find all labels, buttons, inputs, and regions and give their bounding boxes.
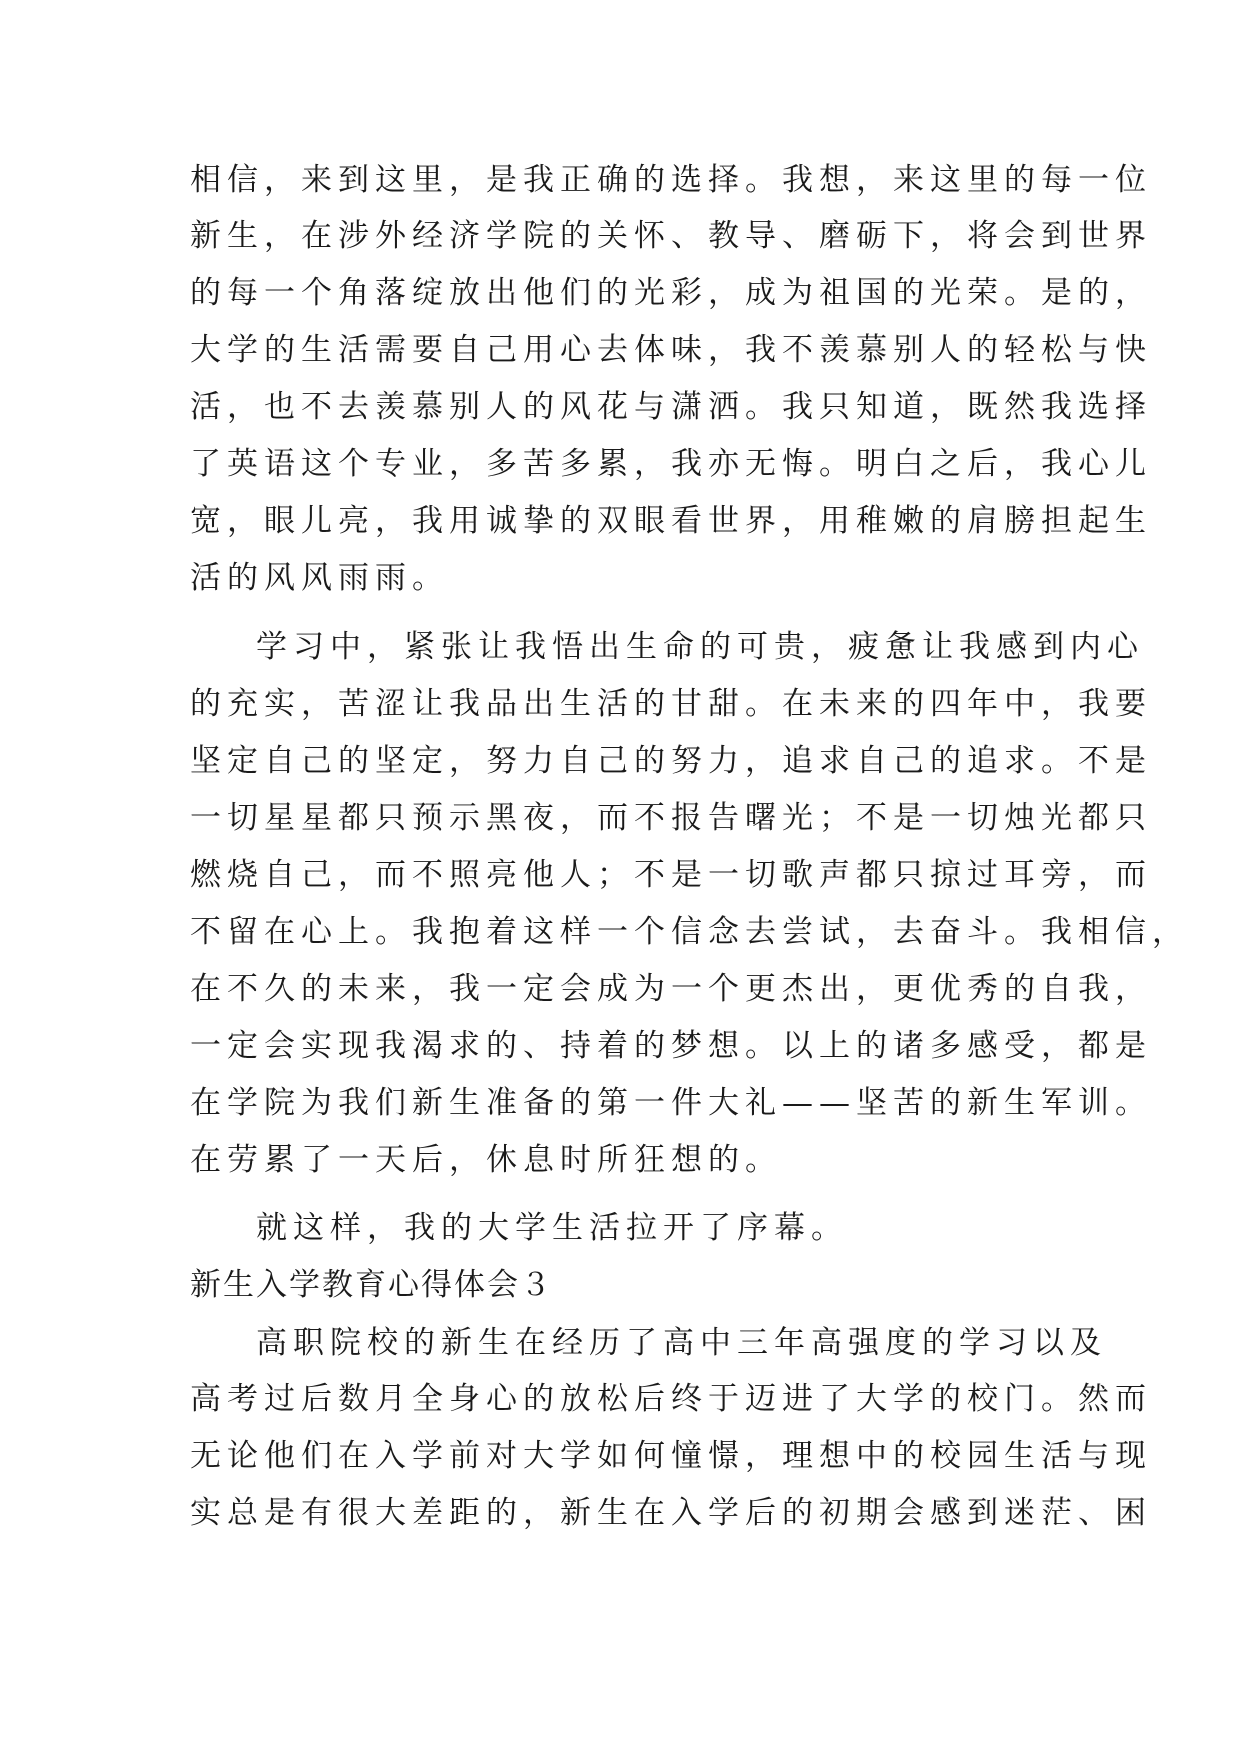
text-line: 在学院为我们新生准备的第一件大礼——坚苦的新生军训。 xyxy=(190,1085,1152,1121)
text-line: 无论他们在入学前对大学如何憧憬，理想中的校园生活与现 xyxy=(190,1438,1152,1474)
text-line: 高考过后数月全身心的放松后终于迈进了大学的校门。然而 xyxy=(190,1381,1152,1417)
text-line: 的充实，苦涩让我品出生活的甘甜。在未来的四年中，我要 xyxy=(190,686,1152,722)
text-line: 一定会实现我渴求的、持着的梦想。以上的诸多感受，都是 xyxy=(190,1028,1152,1064)
text-line: 的每一个角落绽放出他们的光彩，成为祖国的光荣。是的， xyxy=(190,275,1152,311)
text-line: 一切星星都只预示黑夜，而不报告曙光；不是一切烛光都只 xyxy=(190,800,1152,836)
text-line: 活，也不去羡慕别人的风花与潇洒。我只知道，既然我选择 xyxy=(190,389,1152,425)
text-line: 不留在心上。我抱着这样一个信念去尝试，去奋斗。我相信， xyxy=(190,914,1189,950)
text-line: 坚定自己的坚定，努力自己的努力，追求自己的追求。不是 xyxy=(190,743,1152,779)
text-line: 在不久的未来，我一定会成为一个更杰出，更优秀的自我， xyxy=(190,971,1152,1007)
paragraph-first-line: 就这样，我的大学生活拉开了序幕。 xyxy=(256,1210,848,1246)
text-line: 活的风风雨雨。 xyxy=(190,560,449,596)
text-line: 了英语这个专业，多苦多累，我亦无悔。明白之后，我心儿 xyxy=(190,446,1152,482)
section-heading: 新生入学教育心得体会３ xyxy=(190,1267,553,1303)
text-line: 新生，在涉外经济学院的关怀、教导、磨砺下，将会到世界 xyxy=(190,218,1152,254)
text-line: 宽，眼儿亮，我用诚挚的双眼看世界，用稚嫩的肩膀担起生 xyxy=(190,503,1152,539)
text-line: 实总是有很大差距的，新生在入学后的初期会感到迷茫、困 xyxy=(190,1495,1152,1531)
text-line: 燃烧自己，而不照亮他人；不是一切歌声都只掠过耳旁，而 xyxy=(190,857,1152,893)
text-line: 相信，来到这里，是我正确的选择。我想，来这里的每一位 xyxy=(190,162,1152,198)
paragraph-first-line: 学习中，紧张让我悟出生命的可贵，疲惫让我感到内心 xyxy=(256,629,1144,665)
text-line: 在劳累了一天后，休息时所狂想的。 xyxy=(190,1142,782,1178)
text-line: 大学的生活需要自己用心去体味，我不羡慕别人的轻松与快 xyxy=(190,332,1152,368)
paragraph-first-line: 高职院校的新生在经历了高中三年高强度的学习以及 xyxy=(256,1325,1107,1361)
